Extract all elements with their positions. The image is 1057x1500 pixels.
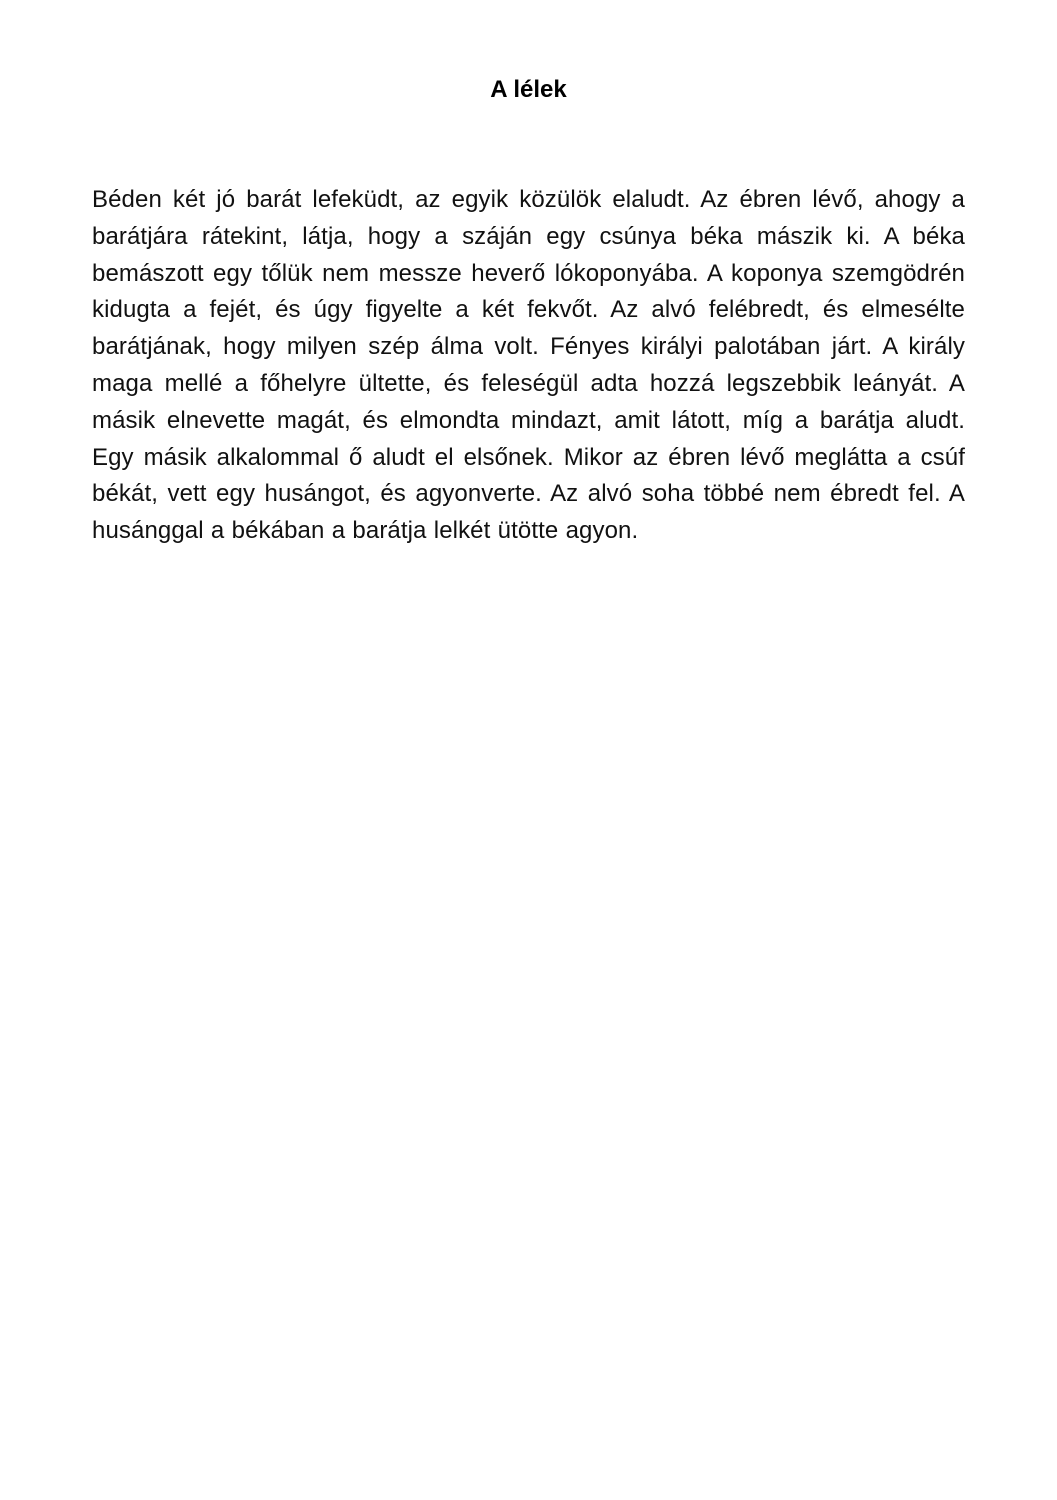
story-paragraph: Béden két jó barát lefeküdt, az egyik közülök elaludt. Az ébren lévő, ahogy a barátjára rátekint, látja, hogy a száján egy csúnya béka mászik ki. A béka bemászott egy tőlük nem messze heverő lókoponyába. A koponya szemgödrén kidugta a fejét, és úgy figyelte a két fekvőt. Az alvó felébredt, és elmesélte barátjának, hogy milyen szép álma volt. Fényes királyi palotában járt. A király maga mellé a főhelyre ültette, és feleségül adta hozzá legszebbik leányát. A másik elnevette magát, és elmondta mindazt, amit látott, míg a barátja aludt. Egy másik alkalommal ő aludt el elsőnek. Mikor az ébren lévő meglátta a csúf békát, vett egy husángot, és agyonverte. Az alvó soha többé nem ébredt fel. A husánggal a békában a barátja lelkét ütötte agyon. [92, 186, 965, 545]
document-title: A lélek [490, 76, 567, 103]
